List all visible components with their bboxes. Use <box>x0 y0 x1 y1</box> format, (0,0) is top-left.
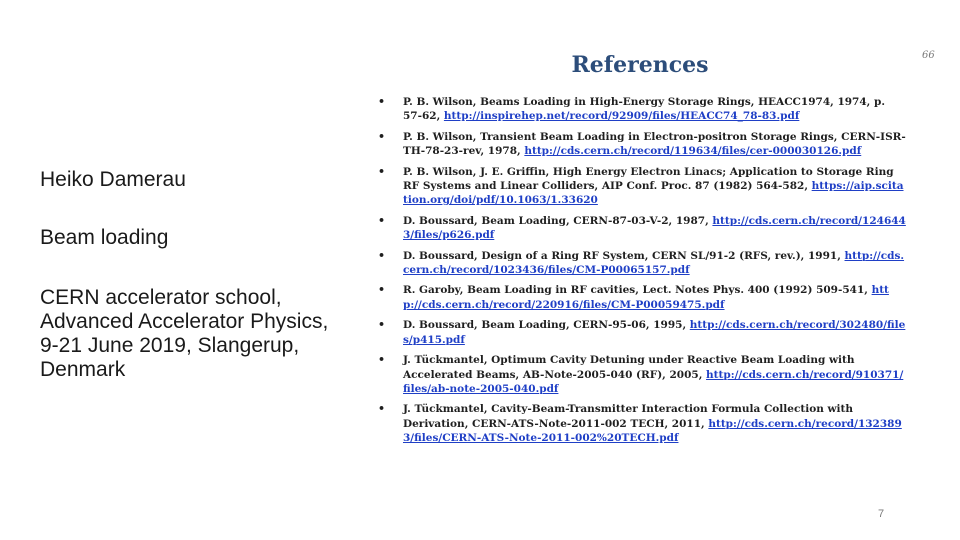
reference-text: D. Boussard, Beam Loading, CERN-87-03-V-2, 1987, <box>403 214 713 227</box>
page-number: 7 <box>878 508 885 520</box>
bullet-icon: • <box>378 402 386 416</box>
reference-item <box>376 283 906 312</box>
page-title: References <box>571 52 709 78</box>
reference-text: R. Garoby, Beam Loading in RF cavities, Lect. Notes Phys. 400 (1992) 509-541, <box>403 284 872 297</box>
bullet-icon: • <box>378 213 386 227</box>
bullet-icon: • <box>378 248 386 262</box>
bullet-icon: • <box>378 353 386 367</box>
bullet-icon: • <box>378 95 386 108</box>
reference-item <box>376 353 906 396</box>
bullet-icon: • <box>378 164 386 178</box>
corner-slide-number: 66 <box>922 50 935 61</box>
reference-text: J. Tückmantel, Optimum Cavity Detuning under Reactive Beam Loading with Accelerated Beams, AB-Note-2005-040 (RF), 2005, <box>403 354 855 381</box>
reference-link[interactable]: http://cds.cern.ch/record/1023436/files/CM-P00065157.pdf <box>403 249 905 277</box>
reference-link[interactable]: http://cds.cern.ch/record/302480/files/p415.pdf <box>403 319 906 346</box>
reference-link[interactable]: http://cds.cern.ch/record/1323893/files/CERN-ATS-Note-2011-002%20TECH.pdf <box>403 417 902 445</box>
reference-text: D. Boussard, Design of a Ring RF System, CERN SL/91-2 (RFS, rev.), 1991, <box>403 249 845 262</box>
reference-item <box>376 318 906 347</box>
reference-text: J. Tückmantel, Cavity-Beam-Transmitter Interaction Formula Collection with Derivation, CERN-ATS-Note-2011-002 TECH, 2011, <box>403 403 853 430</box>
reference-list <box>376 95 906 452</box>
reference-item <box>376 402 906 445</box>
reference-link[interactable]: https://aip.scitation.org/doi/pdf/10.1063/1.33620 <box>403 180 904 207</box>
reference-text: P. B. Wilson, Transient Beam Loading in Electron-positron Storage Rings, CERN-ISR-TH-78-23-rev, 1978, <box>403 130 906 158</box>
reference-link[interactable]: http://cds.cern.ch/record/220916/files/CM-P00059475.pdf <box>403 284 889 311</box>
bullet-icon: • <box>378 318 386 332</box>
reference-item <box>376 249 906 278</box>
reference-item <box>376 95 906 124</box>
reference-text: P. B. Wilson, J. E. Griffin, High Energy Electron Linacs; Application to Storage Ring RF Systems and Linear Colliders, AIP Conf. Proc. 87 (1982) 564-582, <box>403 165 894 193</box>
author-name: Heiko Damerau <box>40 168 186 191</box>
event-info: CERN accelerator school, Advanced Accelerator Physics, 9-21 June 2019, Slangerup, Denmark <box>40 286 329 381</box>
lecture-topic: Beam loading <box>40 226 169 249</box>
reference-item <box>376 214 906 243</box>
bullet-icon: • <box>378 129 386 143</box>
reference-item <box>376 130 906 159</box>
reference-link[interactable]: http://cds.cern.ch/record/1246443/files/p626.pdf <box>403 214 906 242</box>
bullet-icon: • <box>378 283 386 297</box>
reference-link[interactable]: http://inspirehep.net/record/92909/files/HEACC74_78-83.pdf <box>443 110 800 123</box>
reference-link[interactable]: http://cds.cern.ch/record/910371/files/ab-note-2005-040.pdf <box>403 368 904 395</box>
reference-item <box>376 165 906 208</box>
reference-link[interactable]: http://cds.cern.ch/record/119634/files/cer-000030126.pdf <box>524 145 862 158</box>
reference-text: P. B. Wilson, Beams Loading in High-Energy Storage Rings, HEACC1974, 1974, p. 57-62, <box>403 96 885 123</box>
reference-text: D. Boussard, Beam Loading, CERN-95-06, 1995, <box>403 319 690 332</box>
